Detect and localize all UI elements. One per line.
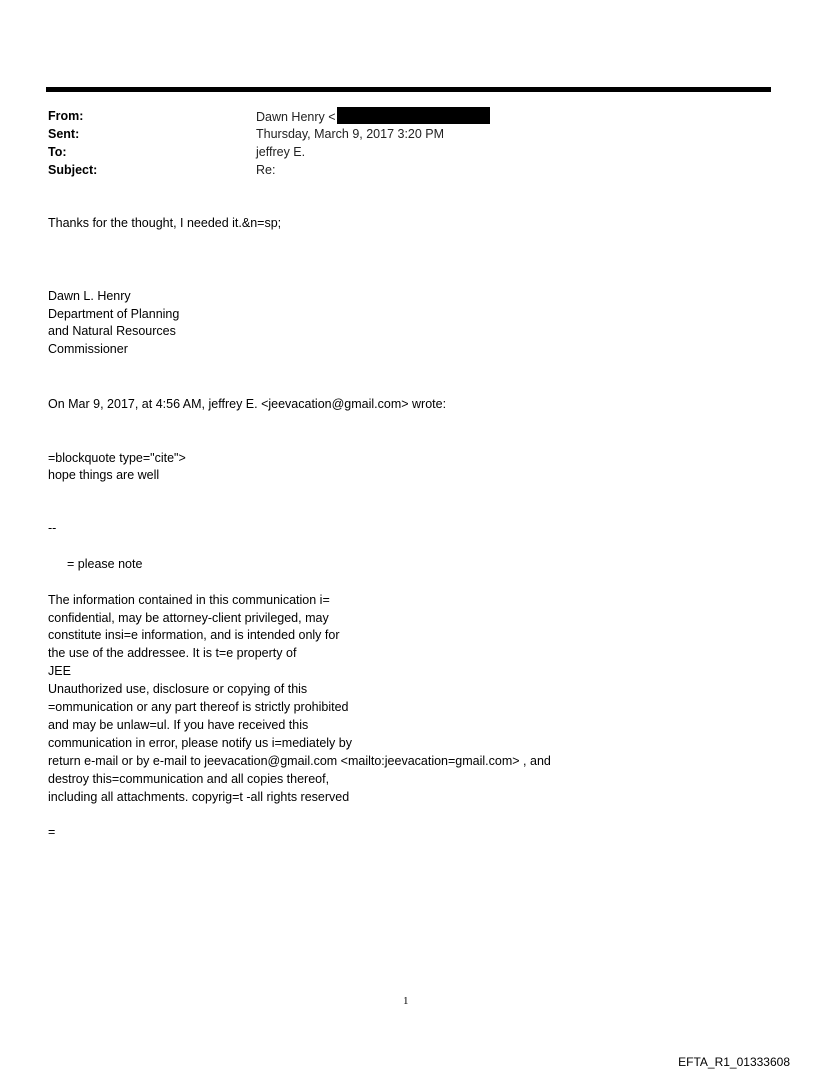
disclaimer-line: constitute insi=e information, and is intended only for [48,628,340,642]
from-label: From: [48,109,84,123]
signature-name: Dawn L. Henry [48,289,131,303]
disclaimer-line: and may be unlaw=ul. If you have received this [48,718,309,732]
trailing-symbol: = [48,825,56,839]
separator: -- [48,521,57,535]
signature-title: Commissioner [48,342,128,356]
disclaimer-line: destroy this=communication and all copies thereof, [48,772,330,786]
quoted-message: hope things are well [48,468,160,482]
sent-value: Thursday, March 9, 2017 3:20 PM [256,127,445,141]
to-value: jeffrey E. [256,145,306,159]
blockquote-tag: =blockquote type="cite"> [48,451,186,465]
disclaimer-line: JEE [48,664,71,678]
disclaimer-line: =ommunication or any part thereof is strictly prohibited [48,700,349,714]
to-label: To: [48,145,67,159]
from-name: Dawn Henry < [256,110,336,124]
disclaimer-line: communication in error, please notify us i=mediately by [48,736,352,750]
disclaimer-line: the use of the addressee. It is t=e property of [48,646,297,660]
disclaimer-line: Unauthorized use, disclosure or copying of this [48,682,308,696]
disclaimer-line: confidential, may be attorney-client privileged, may [48,611,329,625]
signature-department: Department of Planning [48,307,180,321]
redaction-box [337,107,490,124]
disclaimer-line: return e-mail or by e-mail to jeevacation@gmail.com <mailto:jeevacation=gmail.com> , and [48,754,551,768]
header-rule [46,87,771,92]
greeting-line: Thanks for the thought, I needed it.&n=sp; [48,216,282,230]
page-number: 1 [403,995,409,1007]
subject-label: Subject: [48,163,98,177]
document-id: EFTA_R1_01333608 [678,1055,790,1069]
please-note: = please note [67,557,143,571]
subject-value: Re: [256,163,276,177]
disclaimer-line: including all attachments. copyrig=t -all rights reserved [48,790,350,804]
quote-intro: On Mar 9, 2017, at 4:56 AM, jeffrey E. <jeevacation@gmail.com> wrote: [48,397,447,411]
sent-label: Sent: [48,127,80,141]
disclaimer-line: The information contained in this communication i= [48,593,330,607]
signature-department-2: and Natural Resources [48,324,176,338]
from-value [256,107,490,126]
